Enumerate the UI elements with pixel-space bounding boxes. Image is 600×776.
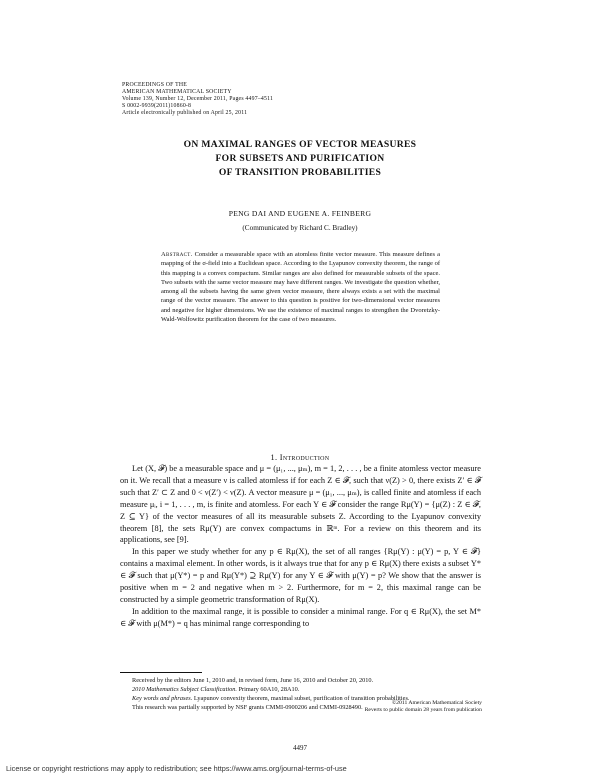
title-line2: FOR SUBSETS AND PURIFICATION [215, 153, 385, 164]
footnote-rule [120, 672, 202, 673]
abstract-label: Abstract. [161, 251, 193, 258]
paragraph-3: In addition to the maximal range, it is possible to consider a minimal range. For q ∈ Rμ(X), the set M* ∈ 𝓕 with μ(M*) = q has minimal range corresponding to [120, 606, 481, 628]
section-heading [120, 453, 480, 462]
msc-note [120, 686, 481, 695]
section-title: Introduction [279, 453, 330, 462]
copyright-line2: Reverts to public domain 28 years from publication [364, 707, 482, 714]
journal-issn: S 0002-9939(2011)10860-8 [122, 103, 192, 109]
msc-label: 2010 Mathematics Subject Classification. [132, 685, 237, 693]
journal-header [122, 82, 273, 117]
journal-volume: Volume 139, Number 12, December 2011, Pages 4497–4511 [122, 96, 274, 102]
abstract [161, 250, 440, 324]
support-note: This research was partially supported by NSF grants CMMI-0900206 and CMMI-0928490. [132, 703, 363, 711]
keywords-label: Key words and phrases. [132, 694, 193, 702]
communicated-by: (Communicated by Richard C. Bradley) [242, 224, 358, 232]
paper-title [120, 138, 480, 180]
section-number: 1. [270, 453, 278, 462]
journal-name-line2: AMERICAN MATHEMATICAL SOCIETY [122, 89, 232, 95]
msc-value: Primary 60A10, 28A10. [238, 685, 300, 693]
title-line3: OF TRANSITION PROBABILITIES [218, 167, 382, 178]
paragraph-1: Let (X, 𝓕) be a measurable space and μ = (μ₁, ..., μₘ), m = 1, 2, . . . , be a finite atomless vector measure on it. We recall that a measure ν is called atomless if for each Z ∈ 𝓕, such that ν(Z) > 0, there exists Z′ ∈ 𝓕 such that Z′ ⊂ Z and 0 < ν(Z′) < ν(Z). A vector measure μ = (μ₁, ..., μₘ), is called finite and atomless if each measure μᵢ, i = 1, . . . , m, is finite and atomless. For each Y ∈ 𝓕 consider the range Rμ(Y) = {μ(Z) : Z ∈ 𝓕, Z ⊆ Y} of the vector measures of all its measurable subsets Z. According to the Lyapunov convexity theorem [8], the sets Rμ(Y) are convex compactums in ℝᵐ. For a review on this theorem and its applications, see [9]. [120, 464, 481, 545]
paragraph-2: In this paper we study whether for any p ∈ Rμ(X), the set of all ranges {Rμ(Y) : μ(Y) = p, Y ∈ 𝓕} contains a maximal element. In other words, is it always true that for any p ∈ Rμ(X) there exists a subset Y* ∈ 𝓕 such that μ(Y*) = p and Rμ(Y*) ⊇ Rμ(Y) for any Y ∈ 𝓕 with μ(Y) = p? We show that the answer is positive when m = 2 and negative when m > 2. Furthermore, for m = 2, this maximal range can be constructed by a simple geometric transformation of Rμ(X). [120, 547, 481, 604]
body-text [120, 463, 481, 630]
copyright [300, 700, 482, 714]
license-notice[interactable]: License or copyright restrictions may apply to redistribution; see https://www.ams.org/journal-terms-of-use [6, 764, 347, 773]
abstract-text: Consider a measurable space with an atomless finite vector measure. This measure defines a mapping of the σ-field into a Euclidean space. According to the Lyapunov convexity theorem, the range of this mapping is a convex compactum. Similar ranges are also defined for measurable subsets of the space. Two subsets with the same vector measure may have different ranges. We investigate the question whether, among all the subsets having the same given vector measure, there always exists a set with the maximal range of the vector measure. The answer to this question is positive for two-dimensional vector measures and negative for higher dimensions. We use the existence of maximal ranges to strengthen the Dvoretzky-Wald-Wolfowitz purification theorem for the case of two measures. [161, 251, 440, 324]
authors: PENG DAI AND EUGENE A. FEINBERG [228, 209, 372, 218]
title-line1: ON MAXIMAL RANGES OF VECTOR MEASURES [183, 139, 417, 150]
copyright-line1: ©2011 American Mathematical Society [391, 700, 482, 706]
journal-name-line1: PROCEEDINGS OF THE [122, 82, 188, 88]
received-note: Received by the editors June 1, 2010 and, in revised form, June 16, 2010 and October 20, 2010. [132, 677, 374, 684]
journal-published: Article electronically published on April 25, 2011 [122, 110, 248, 116]
keywords-value: Lyapunov convexity theorem, maximal subset, purification of transition probabilities. [193, 694, 410, 702]
page-number: 4497 [293, 744, 307, 752]
